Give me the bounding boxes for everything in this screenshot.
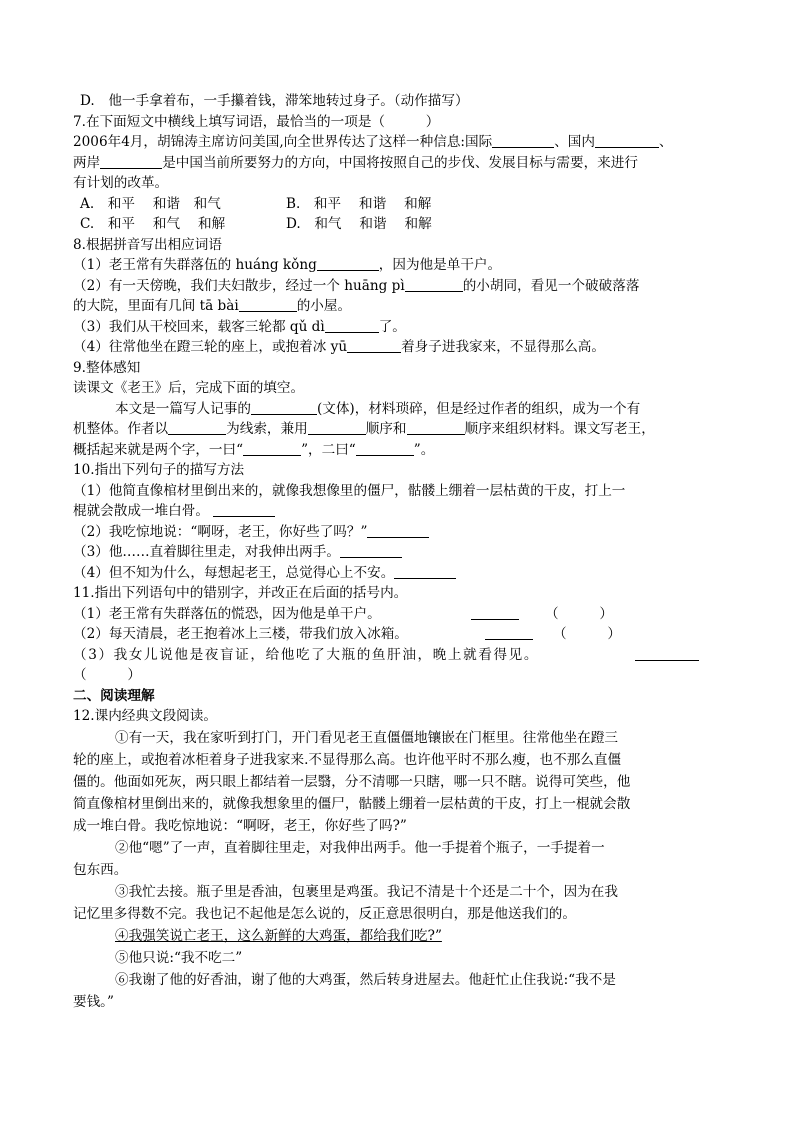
answer-blank[interactable] bbox=[405, 277, 463, 292]
q9-stem: 9.整体感知 bbox=[73, 359, 141, 376]
q7-text: 2006年4月，胡锦涛主席访问美国,向全世界传达了这样一种信息:国际 bbox=[73, 134, 493, 150]
q10-item-4 bbox=[73, 563, 723, 584]
q11-item-3-paren[interactable] bbox=[73, 665, 723, 686]
q12-para1-line: ①有一天，我在家听到打门，开门看见老王直僵僵地镶嵌在门框里。往常他坐在蹬三 bbox=[115, 729, 618, 746]
answer-blank[interactable] bbox=[367, 523, 429, 538]
answer-blank[interactable] bbox=[394, 564, 456, 579]
q10-stem: 10.指出下列句子的描写方法 bbox=[73, 462, 245, 478]
q7-option-b: B. 和平 和谐 和解 bbox=[286, 195, 432, 212]
q9-text: 为线索，兼用 bbox=[226, 421, 308, 437]
q11-item-2 bbox=[73, 624, 723, 645]
q9-line2 bbox=[73, 419, 723, 440]
q7-passage-line1 bbox=[73, 132, 723, 153]
q10-text: 棍就会散成一堆白骨。 bbox=[73, 503, 209, 519]
q9-text: 顺序来组织材料。课文写老王， bbox=[464, 421, 655, 437]
answer-blank[interactable] bbox=[251, 400, 317, 415]
q7-text: 两岸 bbox=[73, 154, 101, 171]
q8-item-2-cont bbox=[73, 296, 723, 317]
q7-text: 、 bbox=[658, 134, 673, 150]
q12-para6-line: 要钱。” bbox=[73, 993, 114, 1010]
q12-para4 bbox=[73, 925, 723, 947]
answer-blank[interactable] bbox=[325, 318, 379, 333]
q7-options-ab bbox=[73, 194, 723, 215]
answer-blank[interactable] bbox=[471, 605, 519, 620]
q12-para6-line: ⑥我谢了他的好香油，谢了他的大鸡蛋，然后转身进屋去。他赶忙止住我说:“我不是 bbox=[115, 971, 616, 988]
q12-para1-line: 僵的。他面如死灰，两只眼上都结着一层翳，分不清哪一只瞎，哪一只不瞎。说得可笑些，他 bbox=[73, 773, 631, 790]
q7-text: 是中国当前所要努力的方向，中国将按照自己的步伐、发展目标与需要，来进行 bbox=[162, 154, 638, 171]
q8-item-3 bbox=[73, 317, 723, 338]
q12-para3-line: ③我忙去接。瓶子里是香油，包裹里是鸡蛋。我记不清是十个还是二十个，因为在我 bbox=[115, 883, 618, 900]
answer-blank[interactable] bbox=[356, 441, 414, 456]
q12-stem: 12.课内经典文段阅读。 bbox=[73, 708, 217, 724]
q11-text: （3）我女儿说他是夜盲证，给他吃了大瓶的鱼肝油，晚上就看得见。 bbox=[73, 646, 540, 663]
q8-text: 的大院，里面有几间 tā bài bbox=[73, 298, 239, 314]
q9-text: 机整体。作者以 bbox=[73, 421, 169, 437]
q10-item-1: （1）他简直像棺材里倒出来的，就像我想像里的僵尸，骷髅上绷着一层枯黄的干皮，打上一 bbox=[73, 482, 626, 499]
answer-blank[interactable] bbox=[407, 420, 465, 435]
section-reading: 二、阅读理解 bbox=[73, 687, 155, 704]
q8-item-4 bbox=[73, 337, 723, 358]
q12-para1-line: 轮的座上，或抱着冰柜着身子进我家来.不显得那么高。也许他平时不那么瘦，也不那么直僵 bbox=[73, 751, 622, 768]
answer-blank[interactable] bbox=[595, 133, 659, 148]
q7-option-d: D. 和气 和谐 和解 bbox=[286, 216, 432, 232]
q9-text: ”。 bbox=[413, 441, 435, 458]
answer-blank[interactable] bbox=[243, 441, 301, 456]
q8-text: 着身子进我家来，不显得那么高。 bbox=[401, 339, 605, 355]
answer-paren[interactable]: （ ） bbox=[553, 626, 621, 642]
q9-text: ”，二曰“ bbox=[301, 441, 356, 458]
q10-text: （3）他……直着脚往里走，对我伸出两手。 bbox=[73, 544, 340, 560]
answer-blank[interactable] bbox=[492, 133, 554, 148]
q12-para1-line: 成一堆白骨。我吃惊地说：“啊呀，老王，你好些了吗?” bbox=[73, 817, 407, 834]
q10-text: （2）我吃惊地说：“啊呀，老王，你好些了吗？” bbox=[73, 523, 368, 540]
q6-option-d: D. 他一手拿着布，一手攥着钱，滞笨地转过身子。（动作描写） bbox=[80, 93, 469, 109]
q12-para2-line: ②他“嗯”了一声，直着脚往里走，对我伸出两手。他一手提着个瓶子，一手提着一 bbox=[115, 839, 605, 856]
answer-blank[interactable] bbox=[213, 502, 275, 517]
q12-para1-line: 简直像棺材里倒出来的，就像我想象里的僵尸，骷髅上绷着一层枯黄的干皮，打上一棍就会散 bbox=[73, 795, 631, 812]
answer-paren[interactable]: （ ） bbox=[545, 605, 613, 622]
answer-blank[interactable] bbox=[168, 420, 226, 435]
answer-blank[interactable] bbox=[635, 646, 699, 661]
q10-item-2 bbox=[73, 522, 723, 543]
q8-item-2 bbox=[73, 276, 723, 297]
q10-text: （4）但不知为什么，每想起老王，总觉得心上不安。 bbox=[73, 564, 395, 581]
q9-text: 概括起来就是两个字，一曰“ bbox=[73, 441, 244, 458]
q9-intro: 读课文《老王》后，完成下面的填空。 bbox=[73, 380, 305, 396]
q11-item-1 bbox=[73, 604, 723, 625]
q7-stem: 7.在下面短文中横线上填写词语，最恰当的一项是（ ） bbox=[73, 113, 440, 130]
q9-text: 本文是一篇写人记事的 bbox=[115, 400, 251, 417]
underlined-sentence: ④我强笑说亡老王，这么新鲜的大鸡蛋，都给我们吃?” bbox=[115, 927, 442, 944]
q7-passage-line2 bbox=[73, 153, 723, 174]
q8-text: 的小屋。 bbox=[296, 298, 352, 314]
q10-item-1-cont bbox=[73, 501, 723, 522]
q9-line1 bbox=[73, 399, 723, 420]
worksheet-page bbox=[73, 91, 723, 1013]
answer-blank[interactable] bbox=[100, 154, 162, 169]
q8-text: 了。 bbox=[378, 318, 406, 335]
q11-text: （2）每天清晨，老王抱着冰上三楼，带我们放入冰箱。 bbox=[73, 626, 408, 642]
q10-item-3 bbox=[73, 542, 723, 563]
q7-option-a: A. 和平 和谐 和气 bbox=[80, 195, 221, 212]
q9-text: 顺序和 bbox=[365, 421, 407, 437]
q11-text: （1）老王常有失群落伍的慌恐，因为他是单干户。 bbox=[73, 605, 381, 622]
q7-options-cd bbox=[73, 214, 723, 235]
q8-text: （1）老王常有失群落伍的 huáng kǒng bbox=[73, 257, 317, 273]
q7-option-c: C. 和平 和气 和解 bbox=[80, 216, 226, 232]
q8-text: （2）有一天傍晚，我们夫妇散步，经过一个 huāng pì bbox=[73, 277, 405, 294]
q12-para3-line: 记忆里多得数不完。我也记不起他是怎么说的，反正意思很明白，那是他送我们的。 bbox=[73, 905, 576, 922]
q9-line3 bbox=[73, 440, 723, 461]
answer-blank[interactable] bbox=[317, 256, 379, 271]
q12-para2-line: 包东西。 bbox=[73, 861, 128, 878]
q8-text: 的小胡同，看见一个破破落落 bbox=[462, 277, 640, 294]
q8-text: （3）我们从干校回来，载客三轮都 qǔ dì bbox=[73, 318, 325, 335]
answer-blank[interactable] bbox=[347, 338, 401, 353]
q7-text: 、国内 bbox=[554, 134, 595, 150]
q11-stem: 11.指出下列语句中的错别字，并改正在后面的括号内。 bbox=[73, 585, 408, 601]
answer-blank[interactable] bbox=[485, 625, 533, 640]
q12-para5: ⑤他只说:“我不吃二” bbox=[115, 949, 243, 966]
q7-passage-line3: 有计划的改革。 bbox=[73, 175, 169, 191]
answer-paren[interactable]: （ ） bbox=[73, 667, 141, 683]
q8-stem: 8.根据拼音写出相应词语 bbox=[73, 236, 222, 253]
q8-text: ，因为他是单干户。 bbox=[378, 257, 502, 273]
q11-item-3 bbox=[73, 645, 723, 666]
answer-blank[interactable] bbox=[239, 297, 297, 312]
answer-blank[interactable] bbox=[340, 543, 402, 558]
q8-text: （4）往常他坐在蹬三轮的座上，或抱着冰 yū bbox=[73, 339, 348, 355]
q8-item-1 bbox=[73, 255, 723, 276]
q9-text: (文体)，材料琐碎，但是经过作者的组织，成为一个有 bbox=[316, 400, 641, 417]
answer-blank[interactable] bbox=[308, 420, 366, 435]
